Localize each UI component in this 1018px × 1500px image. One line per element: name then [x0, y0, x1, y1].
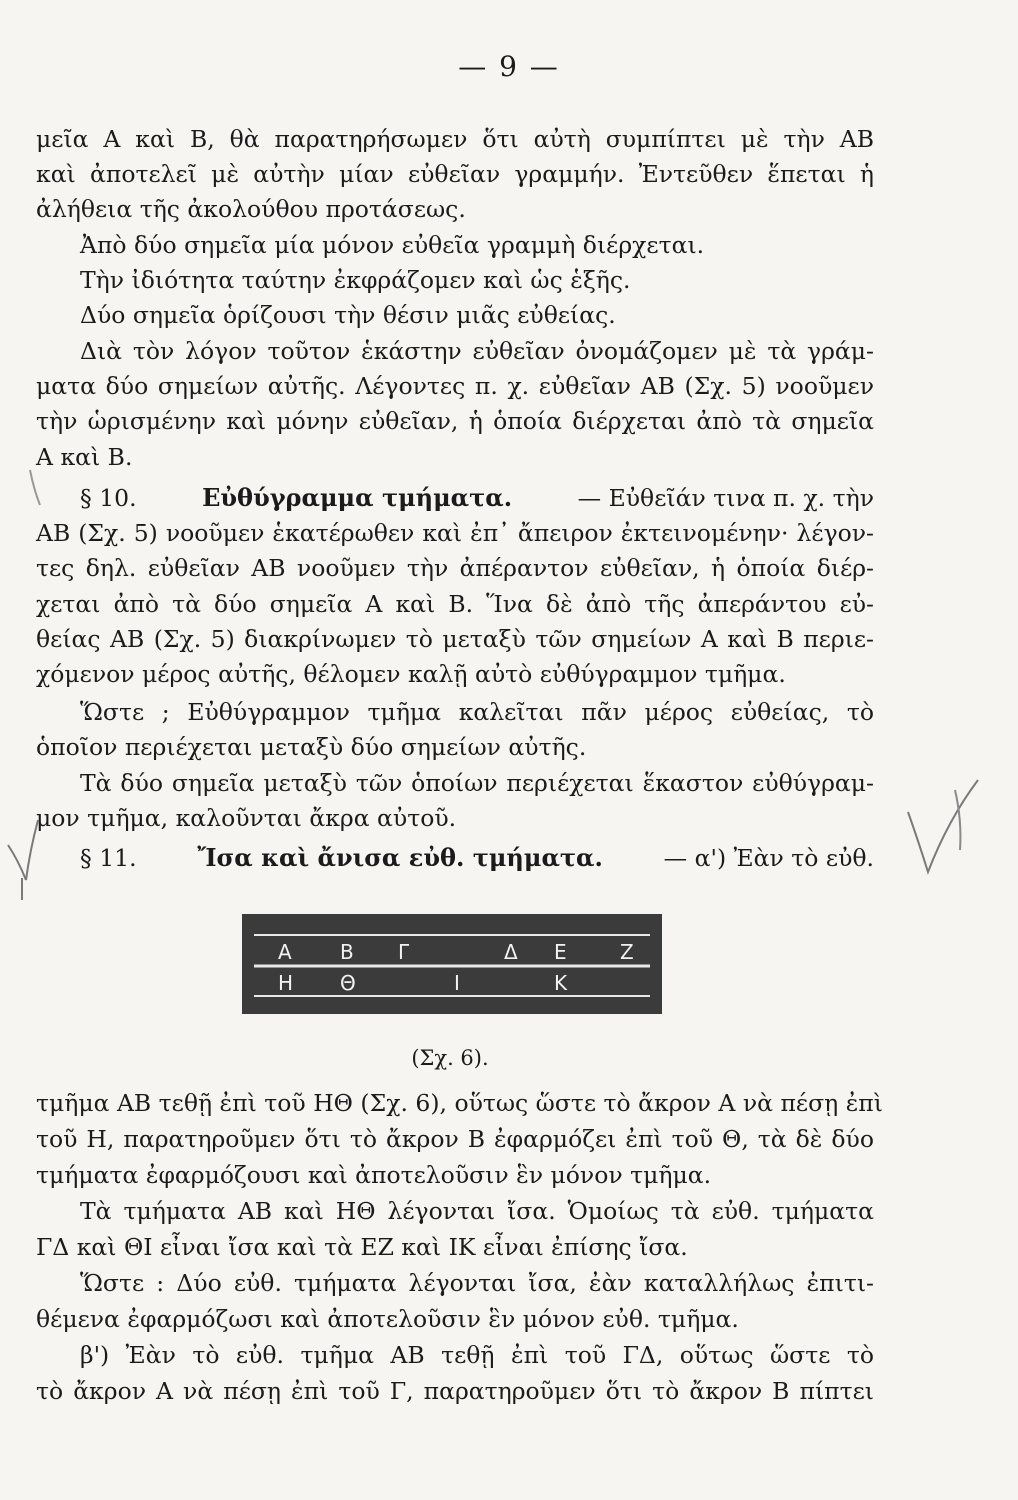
text-line: μον τμῆμα, καλοῦνται ἄκρα αὐτοῦ. [36, 804, 457, 832]
text-line: Τὴν ἰδιότητα ταύτην ἐκφράζομεν καὶ ὡς ἑξῆς. [80, 266, 631, 294]
principle-line: Ἀπὸ δύο σημεῖα μία μόνον εὐθεῖα γραμμὴ διέρχεται. [80, 231, 705, 259]
figure-label: Η [278, 971, 294, 995]
text-line: Α καὶ Β. [36, 443, 133, 471]
text-line: τμήματα ἐφαρμόζουσι καὶ ἀποτελοῦσιν ἓν μόνον τμῆμα. [36, 1161, 712, 1189]
text-line: τες δηλ. εὐθεῖαν ΑΒ νοοῦμεν τὴν ἀπέραντον εὐθεῖαν, ἡ ὁποία διέρ- [36, 554, 874, 582]
text-line: τὴν ὡρισμένην καὶ μόνην εὐθεῖαν, ἡ ὁποία διέρχεται ἀπὸ τὰ σημεῖα [36, 407, 874, 435]
section-number: § 11. [80, 844, 137, 872]
figure-label: Δ [504, 940, 518, 964]
figure-label: Γ [398, 940, 410, 964]
figure-label: Θ [340, 971, 356, 995]
text-line: καὶ ἀποτελεῖ μὲ αὐτὴν μίαν εὐθεῖαν γραμμήν. Ἐντεῦθεν ἕπεται ἡ [36, 160, 874, 188]
figure-label: Α [278, 940, 292, 964]
pencil-tick-icon [30, 470, 40, 505]
text-line: ἀλήθεια τῆς ἀκολούθου προτάσεως. [36, 195, 466, 223]
definition-line: ὁποῖον περιέχεται μεταξὺ δύο σημείων αὐτῆς. [36, 733, 587, 761]
text-line: τμῆμα ΑΒ τεθῇ ἐπὶ τοῦ ΗΘ (Σχ. 6), οὕτως ὥστε τὸ ἄκρον Α νὰ πέσῃ ἐπὶ [36, 1089, 883, 1117]
pencil-tick-icon [955, 790, 960, 850]
page-number: — 9 — [458, 50, 560, 83]
text-line: Διὰ τὸν λόγον τοῦτον ἑκάστην εὐθεῖαν ὀνομάζομεν μὲ τὰ γράμ- [80, 337, 874, 365]
text-line: ΑΒ (Σχ. 5) νοοῦμεν ἑκατέρωθεν καὶ ἐπ᾽ ἄπειρον ἐκτεινομένην· λέγον- [36, 519, 874, 547]
definition-line: Ὥστε ; Εὐθύγραμμον τμῆμα καλεῖται πᾶν μέρος εὐθείας, τὸ [80, 698, 874, 726]
principle-line: Δύο σημεῖα ὁρίζουσι τὴν θέσιν μιᾶς εὐθείας. [80, 301, 616, 329]
text-line: θείας ΑΒ (Σχ. 5) διακρίνωμεν τὸ μεταξὺ τῶν σημείων Α καὶ Β περιε- [36, 625, 874, 653]
text-line: Τὰ τμήματα ΑΒ καὶ ΗΘ λέγονται ἴσα. Ὁμοίως τὰ εὐθ. τμήματα [80, 1197, 874, 1225]
section-title: Εὐθύγραμμα τμήματα. [202, 483, 513, 512]
definition-line: θέμενα ἐφαρμόζωσι καὶ ἀποτελοῦσιν ἓν μόνον εὐθ. τμῆμα. [36, 1305, 739, 1333]
section-text: — α') Ἐὰν τὸ εὐθ. [663, 844, 874, 872]
figure-caption: (Σχ. 6). [411, 1046, 489, 1070]
pencil-tick-icon [908, 780, 978, 872]
figure-label: Ζ [620, 940, 634, 964]
figure-label: Β [340, 940, 354, 964]
text-line: Τὰ δύο σημεῖα μεταξὺ τῶν ὁποίων περιέχεται ἕκαστον εὐθύγραμ- [80, 769, 874, 797]
section-text: — Εὐθεῖάν τινα π. χ. τὴν [577, 484, 874, 512]
figure-label: Ι [454, 971, 460, 995]
text-line: χόμενον μέρος αὐτῆς, θέλομεν καλῇ αὐτὸ εὐθύγραμμον τμῆμα. [36, 660, 786, 688]
text-line: β') Ἐὰν τὸ εὐθ. τμῆμα ΑΒ τεθῇ ἐπὶ τοῦ ΓΔ, οὕτως ὥστε τὸ [80, 1341, 874, 1369]
text-line: χεται ἀπὸ τὰ δύο σημεῖα Α καὶ Β. Ἵνα δὲ ἀπὸ τῆς ἀπεράντου εὐ- [36, 590, 874, 618]
text-line: ματα δύο σημείων αὐτῆς. Λέγοντες π. χ. εὐθεῖαν ΑΒ (Σχ. 5) νοοῦμεν [36, 372, 874, 400]
text-line: μεῖα Α καὶ Β, θὰ παρατηρήσωμεν ὅτι αὐτὴ συμπίπτει μὲ τὴν ΑΒ [36, 125, 874, 153]
section-title: Ἴσα καὶ ἄνισα εὐθ. τμήματα. [197, 843, 603, 872]
text-line: ΓΔ καὶ ΘΙ εἶναι ἴσα καὶ τὰ ΕΖ καὶ ΙΚ εἶναι ἐπίσης ἴσα. [36, 1233, 688, 1261]
text-line: τοῦ Η, παρατηροῦμεν ὅτι τὸ ἄκρον Β ἐφαρμόζει ἐπὶ τοῦ Θ, τὰ δὲ δύο [36, 1125, 874, 1153]
section-number: § 10. [80, 484, 137, 512]
text-line: τὸ ἄκρον Α νὰ πέσῃ ἐπὶ τοῦ Γ, παρατηροῦμεν ὅτι τὸ ἄκρον Β πίπτει [36, 1377, 874, 1405]
definition-line: Ὥστε : Δύο εὐθ. τμήματα λέγονται ἴσα, ἐὰν καταλλήλως ἐπιτι- [80, 1269, 874, 1297]
figure-label: Ε [554, 940, 567, 964]
pencil-tick-icon [8, 820, 38, 880]
figure-label: Κ [554, 971, 568, 995]
